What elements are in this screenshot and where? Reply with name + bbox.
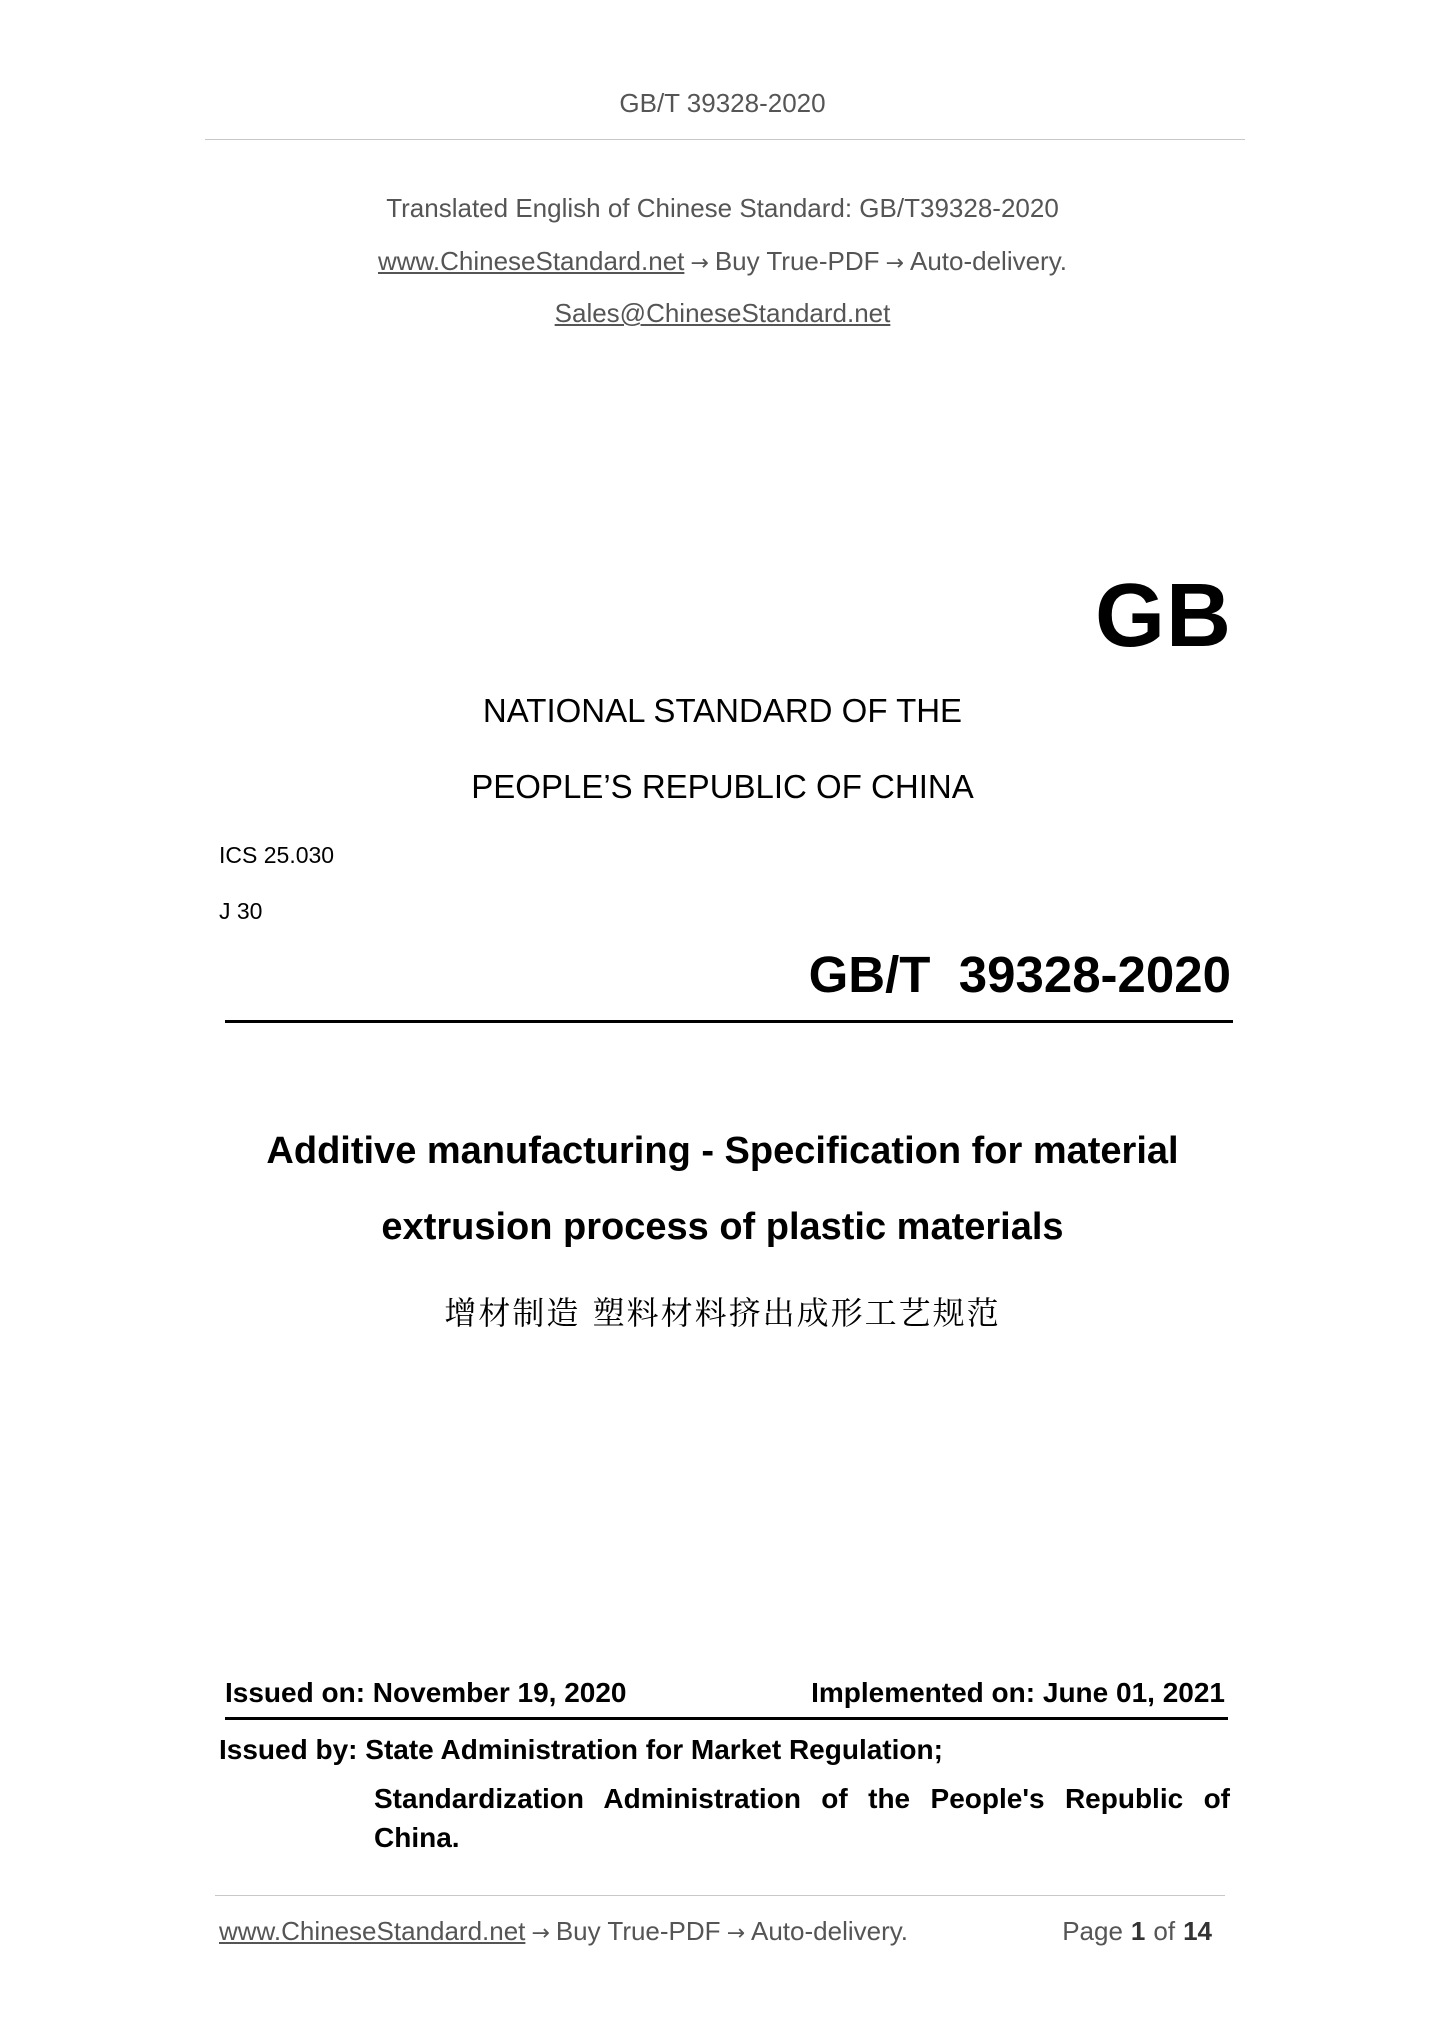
footer-purchase-notice [219,1916,908,1947]
site-link[interactable]: www.ChineseStandard.net [377,246,685,276]
translation-notice: Translated English of Chinese Standard: GB/T39328-2020 [386,193,1059,223]
page-of: of [1153,1916,1176,1946]
page-label: Page [1062,1916,1123,1946]
page-total: 14 [1183,1916,1212,1946]
sales-email-link[interactable]: Sales@ChineseStandard.net [554,298,891,328]
issued-by: Issued by: State Administration for Market Regulation; [219,1734,943,1765]
page-indicator [1062,1916,1220,1947]
dates-rule [225,1717,1228,1720]
footer-buy-text: Buy True-PDF [555,1916,721,1946]
arrow-right-icon: → [531,1921,550,1946]
title-english-line-2: extrusion process of plastic materials [381,1206,1064,1248]
delivery-text: Auto-delivery. [909,246,1068,276]
header-divider [205,139,1245,140]
purchase-notice [0,246,1445,277]
title-english-line-1: Additive manufacturing - Specification for material [266,1130,1179,1172]
issued-by-line-2: Standardization Administration of the People's Republic of [374,1783,1230,1814]
national-standard-line-1: NATIONAL STANDARD OF THE [482,692,963,729]
national-standard-line-2: PEOPLE’S REPUBLIC OF CHINA [471,768,974,805]
running-header-code: GB/T 39328-2020 [619,88,826,118]
implemented-on-date: Implemented on: June 01, 2021 [811,1677,1225,1708]
standard-number-rule [225,1020,1233,1023]
email-line [0,298,1445,329]
standard-number: GB/T 39328-2020 [808,946,1231,1003]
ccs-code: J 30 [219,898,263,924]
gb-logo-mark: GB [1095,566,1232,666]
footer-delivery-text: Auto-delivery. [751,1916,909,1946]
page-current: 1 [1130,1916,1146,1946]
footer-divider [215,1895,1225,1896]
buy-text: Buy True-PDF [714,246,880,276]
arrow-right-icon: → [690,251,709,276]
title-chinese: 增材制造 塑料材料挤出成形工艺规范 [444,1294,1001,1332]
issued-by-line-3: China. [374,1822,460,1853]
arrow-right-icon: → [885,251,904,276]
issued-on-date: Issued on: November 19, 2020 [225,1677,627,1708]
footer-site-link[interactable]: www.ChineseStandard.net [219,1916,526,1946]
arrow-right-icon: → [726,1921,745,1946]
ics-code: ICS 25.030 [219,842,335,868]
